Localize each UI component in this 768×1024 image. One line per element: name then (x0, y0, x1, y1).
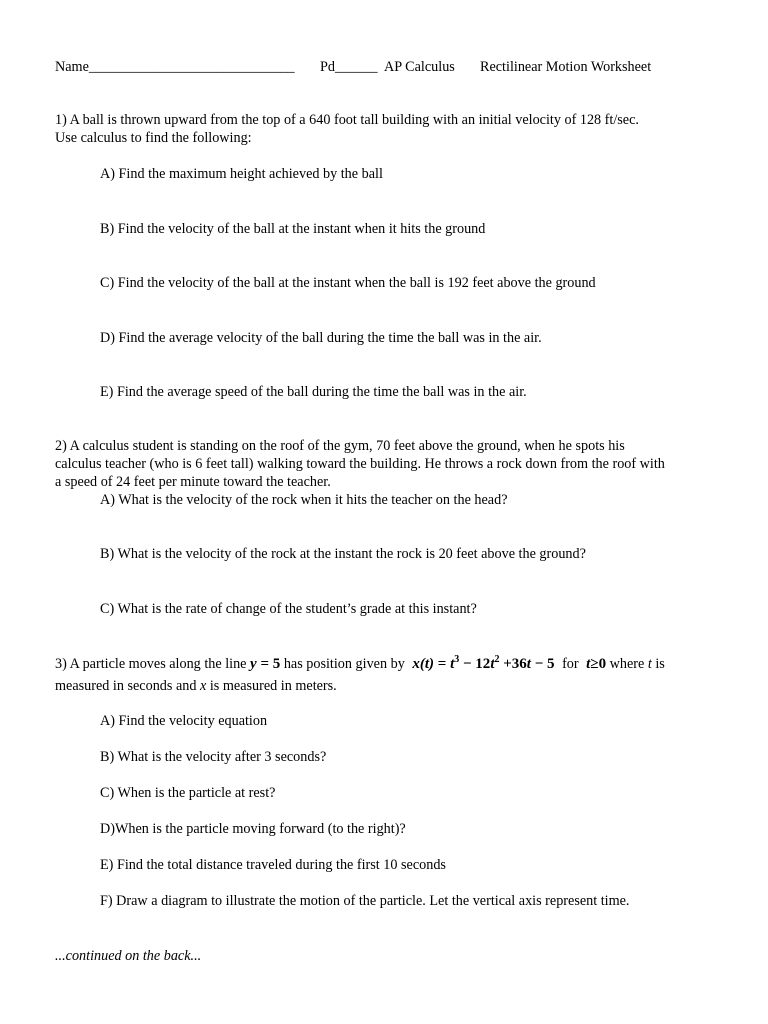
constant-minus-5: − 5 (530, 656, 555, 672)
question-3-prompt-start: 3) A particle moves along the line (55, 656, 247, 672)
question-2-part-a: A) What is the velocity of the rock when it hits the teacher on the head? (100, 492, 508, 508)
name-field-label: Name_____________________________ (55, 59, 295, 75)
question-3-prompt-line2 (55, 677, 337, 695)
question-1-part-c: C) Find the velocity of the ball at the instant when the ball is 192 feet above the ground (100, 275, 596, 291)
period-field-label: Pd______ (320, 59, 378, 75)
coefficient-plus-36: +36 (499, 656, 527, 672)
question-3-part-e: E) Find the total distance traveled during the first 10 seconds (100, 857, 446, 873)
position-text: has position given by (283, 656, 405, 672)
question-1-prompt-line1: 1) A ball is thrown upward from the top of a 640 foot tall building with an initial velocity of 128 ft/sec. (55, 112, 639, 128)
question-3-part-a: A) Find the velocity equation (100, 713, 268, 729)
question-3-prompt-line2-start: measured in seconds and (55, 678, 197, 694)
question-1-part-a: A) Find the maximum height achieved by the ball (100, 166, 383, 182)
equals-sign: = (434, 656, 451, 672)
question-2-prompt-line3: a speed of 24 feet per minute toward the teacher. (55, 474, 331, 490)
position-function (412, 656, 554, 672)
question-3-part-c: C) When is the particle at rest? (100, 785, 276, 801)
question-3-part-d: D)When is the particle moving forward (to the right)? (100, 821, 406, 837)
term-t-cubed: t (450, 656, 455, 672)
question-3-part-f: F) Draw a diagram to illustrate the motion of the particle. Let the vertical axis represent time. (100, 893, 630, 909)
exponent-2: 2 (494, 654, 500, 665)
position-variable: x (200, 678, 207, 694)
question-3-part-b: B) What is the velocity after 3 seconds? (100, 749, 327, 765)
domain-condition (586, 656, 606, 672)
line-equation (250, 656, 280, 672)
question-1-part-d: D) Find the average velocity of the ball during the time the ball was in the air. (100, 330, 542, 346)
question-1-part-b: B) Find the velocity of the ball at the instant when it hits the ground (100, 221, 486, 237)
question-3-prompt-line1 (55, 655, 665, 673)
exponent-3: 3 (454, 654, 460, 665)
where-text: where (609, 656, 645, 672)
question-2-part-c: C) What is the rate of change of the student’s grade at this instant? (100, 601, 477, 617)
where-variable: t (647, 656, 652, 672)
question-2-part-b: B) What is the velocity of the rock at the instant the rock is 20 feet above the ground? (100, 546, 586, 562)
question-2-prompt-line1: 2) A calculus student is standing on the roof of the gym, 70 feet above the ground, when he spots his (55, 438, 625, 454)
for-text: for (562, 656, 579, 672)
term-t: t (526, 656, 531, 672)
worksheet-title: Rectilinear Motion Worksheet (480, 59, 652, 75)
continued-note: ...continued on the back... (55, 948, 202, 964)
term-t-squared: t (490, 656, 495, 672)
question-1-prompt-line2: Use calculus to find the following: (55, 130, 252, 146)
domain-bound: ≥0 (590, 656, 607, 672)
course-name: AP Calculus (384, 59, 455, 75)
question-3-prompt-line2-end: is measured in meters. (209, 678, 337, 694)
question-2-prompt-line2: calculus teacher (who is 6 feet tall) walking toward the building. He throws a rock down from the roof with (55, 456, 665, 472)
line-equation-variable: y (250, 656, 257, 672)
line-equation-value: = 5 (256, 656, 281, 672)
is-text: is (655, 656, 665, 672)
position-function-name: x(t) (412, 656, 435, 672)
question-1-part-e: E) Find the average speed of the ball during the time the ball was in the air. (100, 384, 527, 400)
domain-variable: t (586, 656, 591, 672)
coefficient-minus-12: − 12 (459, 656, 491, 672)
